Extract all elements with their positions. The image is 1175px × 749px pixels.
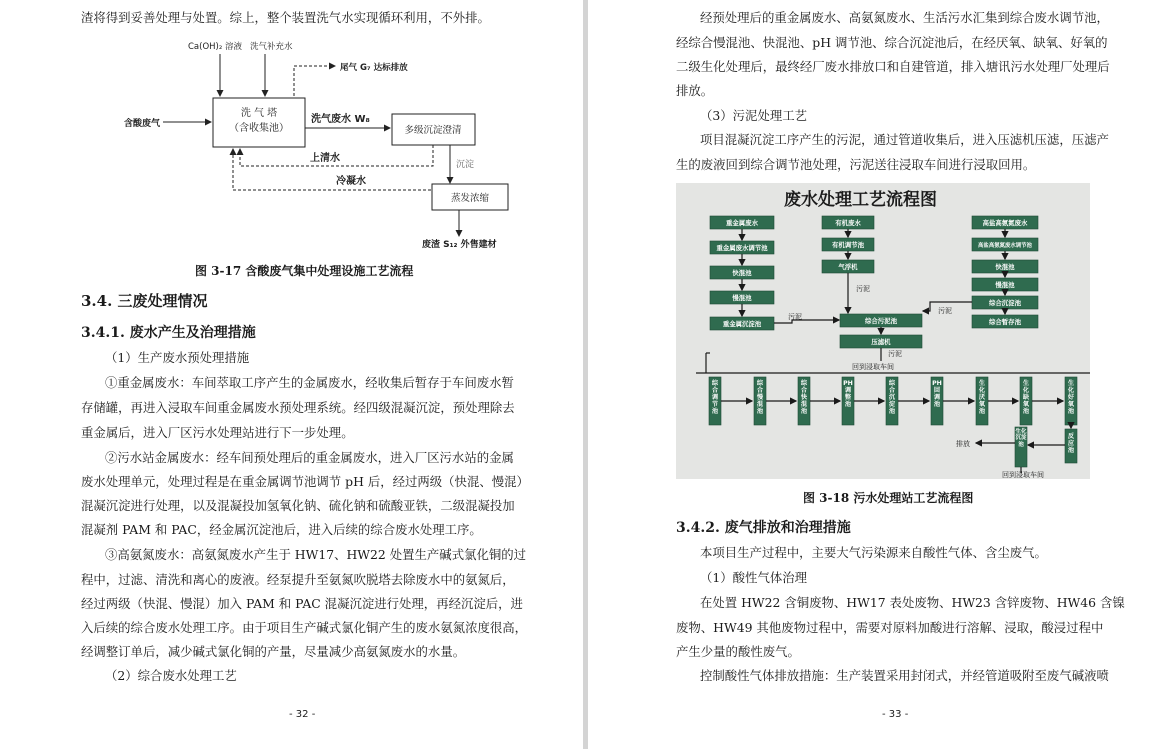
- box-label: 有机调节池: [832, 241, 864, 249]
- box-label: 重金属废水调节池: [716, 244, 768, 252]
- acid-gas-process-diagram: [0, 0, 583, 240]
- acid-gas-label: 含酸废气: [124, 119, 161, 129]
- wash-water-label: 洗气废水 W₈: [311, 114, 370, 125]
- text-line: 本项目生产过程中，主要大气污染源来自酸性气体、含尘废气。: [700, 545, 1047, 560]
- text-line: 在处置 HW22 含铜废物、HW17 表处废物、HW23 含锌废物、HW46 含镍: [700, 595, 1125, 610]
- row-box-label: 综合慢混池: [756, 380, 764, 415]
- text-line: 二级生化处理后，最终经厂废水排放口和自建管道，排入塘讯污水处理厂处理后: [676, 59, 1110, 74]
- text-line: 产生少量的酸性废气。: [676, 644, 800, 659]
- box-label: 快混池: [732, 269, 752, 277]
- sludge-label: 污泥: [888, 350, 902, 358]
- box-label: 综合暂存池: [989, 318, 1021, 326]
- box-label: 综合沉淀池: [989, 299, 1021, 307]
- row-box-label: 综合快混池: [800, 380, 808, 415]
- box-label: 重金属沉淀池: [722, 320, 762, 328]
- residue-label-text: 废渣 S₁₂ 外售建材: [422, 240, 497, 250]
- box-label: 压滤机: [871, 338, 891, 346]
- item-title: （2）综合废水处理工艺: [105, 668, 237, 683]
- text-line: 入后续的综合废水处理工序。由于项目生产碱式氯化铜产生的废水氨氮浓度很高，: [81, 620, 528, 635]
- text-line: 控制酸性气体排放措施：生产装置采用封闭式，并经管道吸附至废气碱液喷: [700, 668, 1109, 683]
- box-label: 有机废水: [835, 219, 861, 227]
- row-box-label: 生化厌氧池: [978, 380, 986, 415]
- text-line: 排放。: [676, 83, 714, 98]
- return-label: 回到浸取车间: [852, 363, 894, 371]
- box-label: 慢混池: [995, 281, 1015, 289]
- text-line: 项目混凝沉淀工序产生的污泥，通过管道收集后，进入压滤机压滤，压滤产: [700, 132, 1109, 147]
- text-line: 混凝沉淀进行处理，以及混凝投加氢氧化钠、硫化钠和硫酸亚铁，二级混凝投加: [81, 498, 515, 513]
- sediment-label: 沉淀: [456, 160, 475, 170]
- makeup-water-label: 洗气补充水: [250, 42, 293, 52]
- text-line: 废物、HW49 其他废物过程中，需要对原料加酸进行溶解、浸取，酸浸过程中: [676, 620, 1104, 635]
- text-line: 重金属后，进入厂区污水处理站进行下一步处理。: [81, 425, 354, 440]
- text-line: 废水处理单元，处理过程是在重金属调节池调节 pH 后，经过两级（快混、慢混）: [81, 474, 529, 489]
- row-box-label: 生化沉淀池: [1015, 429, 1027, 448]
- text-line: 经调整订单后，减少碱式氯化铜的产量，尽量减少高氨氮废水的水量。: [81, 644, 466, 659]
- flow-chart-title: 废水处理工艺流程图: [784, 190, 937, 210]
- box-label: 高盐高氨氮废水: [982, 219, 1028, 227]
- box-label: 高盐高氨氮废水调节池: [978, 243, 1032, 249]
- evaporator-label: 蒸发浓缩: [450, 193, 490, 204]
- figure-caption-3-17: 图 3-17 含酸废气集中处理设施工艺流程: [195, 264, 414, 278]
- row-box-label: PH调整池: [843, 380, 853, 408]
- discharge-label: 排放: [956, 440, 970, 448]
- supernatant-label: 上清水: [310, 153, 340, 164]
- wastewater-flow-chart: [676, 183, 1090, 479]
- figure-caption-3-18: 图 3-18 污水处理站工艺流程图: [803, 491, 974, 505]
- condensate-label: 冷凝水: [336, 176, 366, 187]
- page-number: - 33 -: [882, 709, 909, 720]
- return-label-2: 回到浸取车间: [1002, 471, 1044, 479]
- tower-label-1: 洗 气 塔: [240, 108, 278, 119]
- sludge-label: 污泥: [788, 313, 802, 321]
- row-box-label: 生化好氧池: [1067, 380, 1075, 415]
- text-line: ③高氨氮废水：高氨氮废水产生于 HW17、HW22 处置生产碱式氯化铜的过: [105, 547, 527, 562]
- text-line: ①重金属废水：车间萃取工序产生的金属废水，经收集后暂存于车间废水暂: [105, 375, 514, 390]
- row-box-label: 综合调节池: [711, 380, 719, 415]
- text-line: 存储罐，再进入浸取车间重金属废水预处理系统。经四级混凝沉淀，预处理除去: [81, 400, 515, 415]
- text-line: 经综合慢混池、快混池、pH 调节池、综合沉淀池后，在经厌氧、缺氧、好氧的: [676, 35, 1108, 50]
- sludge-label: 污泥: [938, 307, 952, 315]
- row-box-label: PH回调池: [932, 380, 942, 408]
- page-number: - 32 -: [289, 709, 316, 720]
- box-label: 快混池: [995, 263, 1015, 271]
- item-title: （1）酸性气体治理: [700, 570, 808, 585]
- item-title: （3）污泥处理工艺: [700, 108, 808, 123]
- subsection-title-wastewater: 3.4.1. 废水产生及治理措施: [81, 325, 256, 341]
- box-label: 慢混池: [732, 294, 752, 302]
- subsection-title-exhaust: 3.4.2. 废气排放和治理措施: [676, 520, 851, 536]
- page-33: [588, 0, 1175, 749]
- box-label: 重金属废水: [726, 219, 758, 227]
- row-box-label: 综合沉淀池: [888, 380, 896, 415]
- box-label: 综合污泥池: [865, 317, 897, 325]
- item-title: （1）生产废水预处理措施: [105, 350, 250, 365]
- text-line: 混凝剂 PAM 和 PAC，经金属沉淀池后，进入后续的综合废水处理工序。: [81, 522, 482, 537]
- box-label: 气浮机: [838, 263, 858, 271]
- tower-label-2: （含收集池）: [229, 123, 289, 134]
- text-line: 渣将得到妥善处理与处置。综上，整个装置洗气水实现循环利用，不外排。: [81, 10, 490, 25]
- section-title: 3.4. 三废处理情况: [81, 292, 208, 310]
- exhaust-label: 尾气 G₇ 达标排放: [340, 63, 408, 73]
- text-line: ②污水站金属废水：经车间预处理后的重金属废水，进入厂区污水站的金属: [105, 450, 514, 465]
- exhaust-arrow: [294, 66, 335, 96]
- text-line: 程中，过滤、清洗和离心的废液。经泵提升至氨氮吹脱塔去除废水中的氨氮后，: [81, 572, 515, 587]
- text-line: 生的废液回到综合调节池处理，污泥送往浸取车间进行浸取回用。: [676, 157, 1036, 172]
- caoh-label: Ca(OH)₂ 溶液: [188, 42, 242, 52]
- page-32: [0, 0, 583, 749]
- settle-label: 多级沉淀澄清: [404, 125, 462, 136]
- row-box-label: 反应池: [1067, 433, 1075, 454]
- row-box-label: 生化缺氧池: [1022, 380, 1030, 415]
- text-line: 经预处理后的重金属废水、高氨氮废水、生活污水汇集到综合废水调节池，: [700, 10, 1109, 25]
- sludge-label: 污泥: [856, 285, 870, 293]
- text-line: 经过两级（快混、慢混）加入 PAM 和 PAC 混凝沉淀进行处理，再经沉淀后，进: [81, 596, 523, 611]
